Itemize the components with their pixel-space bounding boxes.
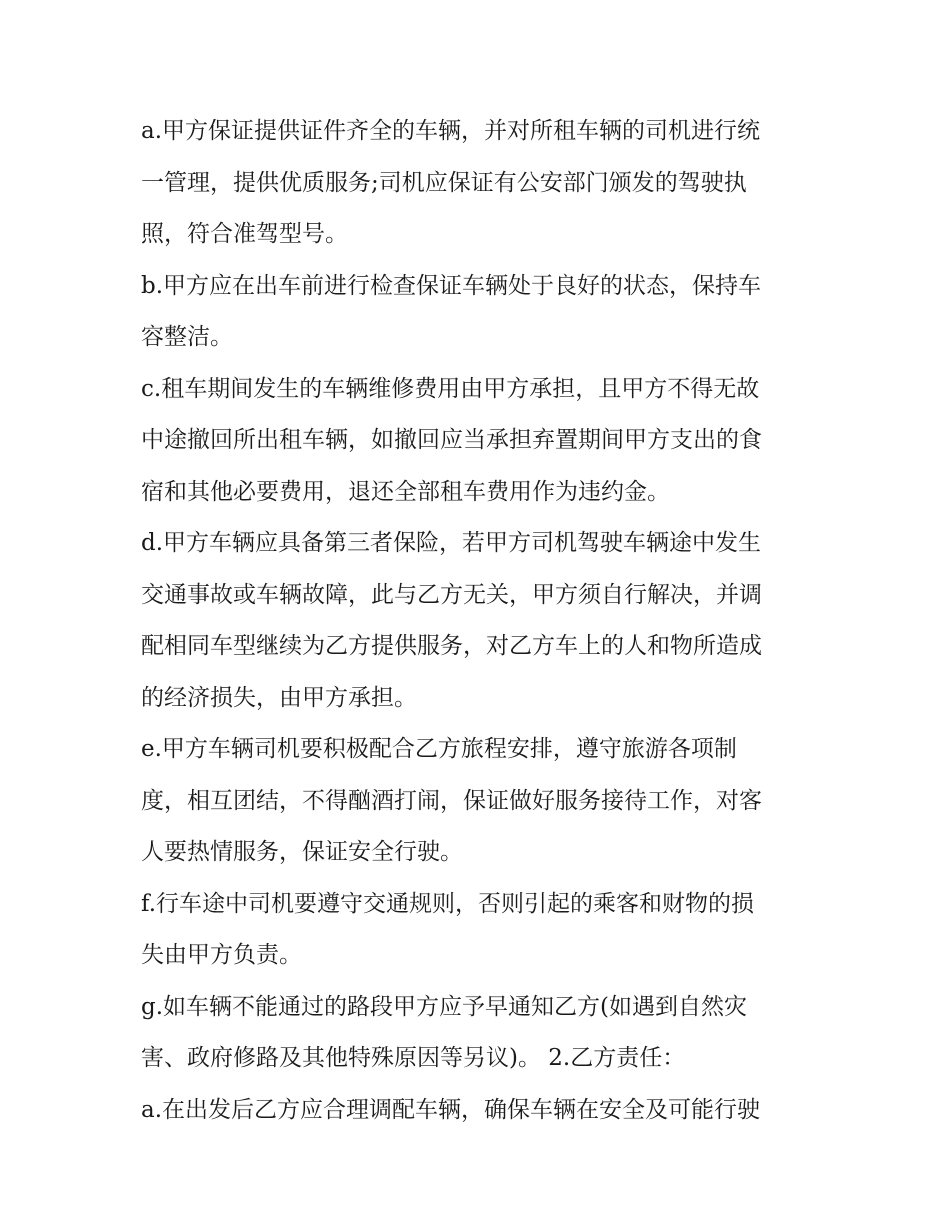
clause-d-party-a: d.甲方车辆应具备第三者保险，若甲方司机驾驶车辆途中发生 交通事故或车辆故障，此与乙方无关，甲方须自行解决，并调 配相同车型继续为乙方提供服务，对乙方车上的人和物所造成 的经济损失，由甲方承担。 <box>141 530 762 711</box>
clause-a-party-b: a.在出发后乙方应合理调配车辆，确保车辆在安全及可能行驶 <box>141 1096 761 1123</box>
clause-e-party-a: e.甲方车辆司机要积极配合乙方旅程安排，遵守旅游各项制 度，相互团结，不得酗酒打闹，保证做好服务接待工作，对客 人要热情服务，保证安全行驶。 <box>141 736 762 865</box>
document-body <box>141 106 821 1136</box>
clause-b-party-a: b.甲方应在出车前进行检查保证车辆处于良好的状态，保持车 容整洁。 <box>141 272 762 350</box>
clause-g-party-a: g.如车辆不能通过的路段甲方应予早通知乙方(如遇到自然灾 害、政府修路及其他特殊原因等另议)。 2.乙方责任： <box>141 993 748 1071</box>
clause-a-party-a: a.甲方保证提供证件齐全的车辆，并对所租车辆的司机进行统 一管理，提供优质服务;司机应保证有公安部门颁发的驾驶执 照，符合准驾型号。 <box>141 118 761 247</box>
clause-c-party-a: c.租车期间发生的车辆维修费用由甲方承担，且甲方不得无故 中途撤回所出租车辆，如撤回应当承担弃置期间甲方支出的食 宿和其他必要费用，退还全部租车费用作为违约金。 <box>141 375 762 505</box>
clause-f-party-a: f.行车途中司机要遵守交通规则，否则引起的乘客和财物的损 失由甲方负责。 <box>141 890 755 968</box>
